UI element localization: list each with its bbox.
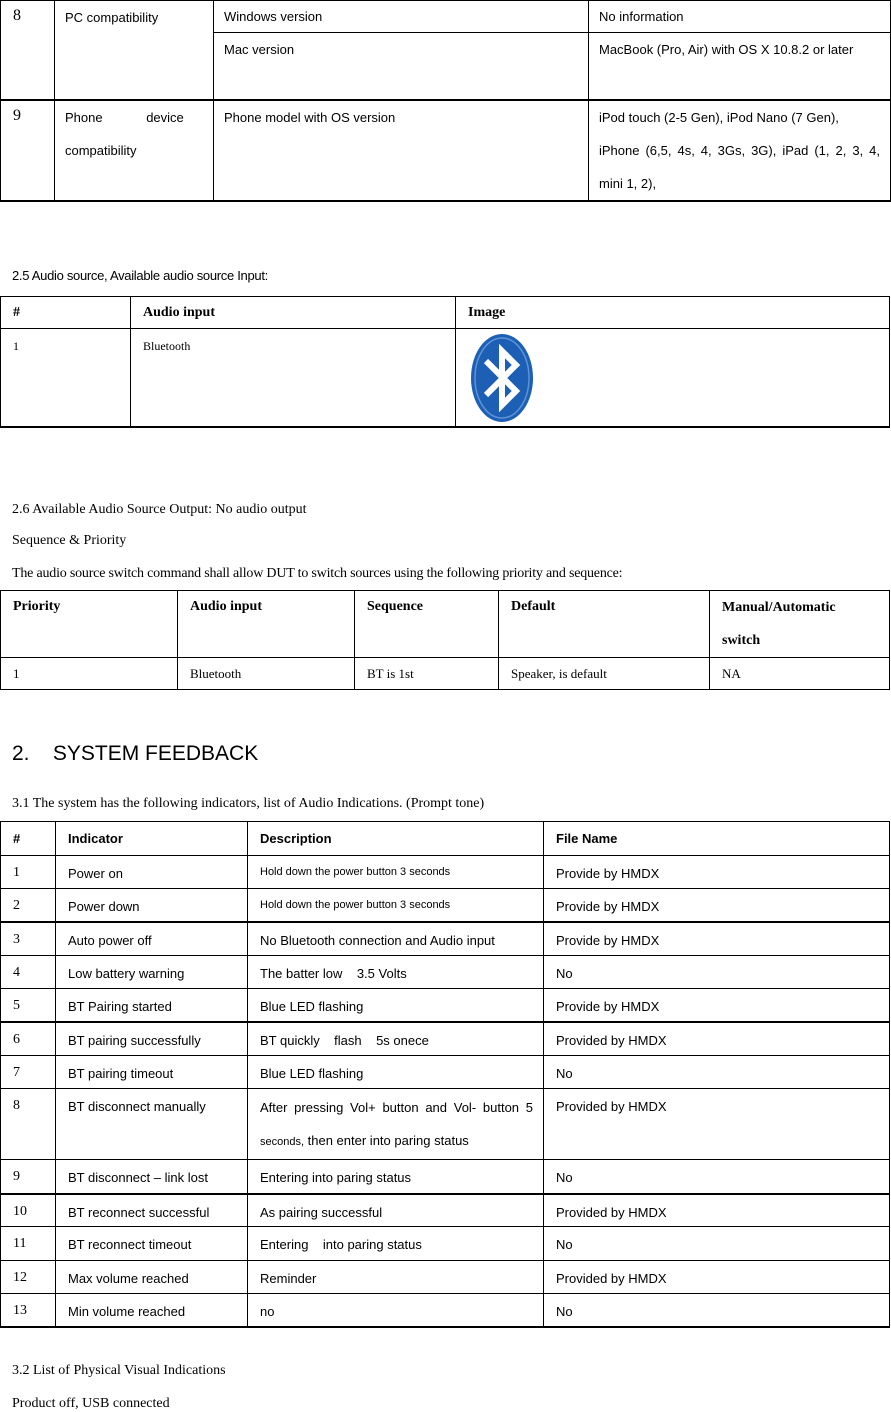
indicator-file: Provide by HMDX — [544, 922, 890, 956]
table-row — [1, 1089, 890, 1160]
indicator-description: no — [248, 1294, 544, 1327]
priority-table — [0, 590, 890, 690]
description-fragment: then enter into paring status — [304, 1133, 469, 1148]
table-row — [1, 1261, 890, 1294]
indicator-file: Provided by HMDX — [544, 1022, 890, 1056]
column-header: Default — [499, 591, 710, 658]
description-line — [260, 1124, 533, 1159]
indicator-description: BT quickly flash 5s onece — [248, 1022, 544, 1056]
indicator-description: Hold down the power button 3 seconds — [248, 889, 544, 922]
description-line: After pressing Vol+ button and Vol- button 5 — [260, 1100, 533, 1115]
table-row — [1, 1227, 890, 1261]
row-number: 11 — [1, 1227, 56, 1261]
column-header: Indicator — [56, 822, 248, 856]
visual-indications-subline: Product off, USB connected — [12, 1396, 170, 1411]
audio-input-name: Bluetooth — [131, 329, 456, 428]
indicator-name: BT reconnect successful — [56, 1194, 248, 1227]
indicator-file: No — [544, 1160, 890, 1194]
table-row — [1, 856, 890, 889]
column-header: Sequence — [355, 591, 499, 658]
column-header: # — [1, 822, 56, 856]
row-number: 3 — [1, 922, 56, 956]
audio-output-line: The audio source switch command shall allow DUT to switch sources using the following priority and sequence: — [12, 566, 623, 581]
indicator-name: BT pairing successfully — [56, 1022, 248, 1056]
row-number: 8 — [1, 1089, 56, 1160]
table-row — [1, 1056, 890, 1089]
indicator-description: Entering into paring status — [248, 1227, 544, 1261]
row-number: 2 — [1, 889, 56, 922]
indicator-file: Provide by HMDX — [544, 856, 890, 889]
indicator-name: Max volume reached — [56, 1261, 248, 1294]
row-number: 5 — [1, 989, 56, 1022]
row-number: 4 — [1, 956, 56, 989]
priority-sequence: BT is 1st — [355, 658, 499, 690]
indicator-name: BT disconnect – link lost — [56, 1160, 248, 1194]
compat-item-label: Phone model with OS version — [214, 100, 589, 201]
indicator-description: Blue LED flashing — [248, 989, 544, 1022]
column-header: Description — [248, 822, 544, 856]
compat-item-label: Windows version — [214, 1, 589, 33]
compatibility-table — [0, 0, 891, 202]
indicator-name: Low battery warning — [56, 956, 248, 989]
indicator-name: Power on — [56, 856, 248, 889]
compat-value-line: iPod touch (2-5 Gen), iPod Nano (7 Gen), — [599, 109, 839, 125]
indicator-description: Entering into paring status — [248, 1160, 544, 1194]
description-fragment: seconds, — [260, 1136, 305, 1148]
bluetooth-icon — [470, 333, 534, 423]
compat-category: PC compatibility — [55, 1, 214, 100]
column-header: Priority — [1, 591, 178, 658]
indicator-file: Provided by HMDX — [544, 1089, 890, 1160]
table-row — [1, 1294, 890, 1327]
indicator-name: Auto power off — [56, 922, 248, 956]
row-number: 6 — [1, 1022, 56, 1056]
column-header — [710, 591, 890, 658]
table-row — [1, 1022, 890, 1056]
row-number: 9 — [1, 1160, 56, 1194]
column-header: Image — [456, 297, 890, 329]
table-row — [1, 922, 890, 956]
compat-item-value: No information — [589, 1, 891, 33]
visual-indications-heading: 3.2 List of Physical Visual Indications — [12, 1363, 226, 1378]
compat-item-label: Mac version — [214, 33, 589, 100]
table-row — [1, 989, 890, 1022]
indicator-file: No — [544, 1056, 890, 1089]
compat-row-number: 9 — [1, 100, 55, 201]
column-header: # — [1, 297, 131, 329]
table-row — [1, 1194, 890, 1227]
audio-input-table — [0, 296, 890, 428]
row-number: 1 — [1, 856, 56, 889]
row-number: 7 — [1, 1056, 56, 1089]
section-title: 2. SYSTEM FEEDBACK — [12, 742, 259, 765]
audio-source-heading: 2.5 Audio source, Available audio source Input: — [12, 268, 268, 283]
table-row — [1, 956, 890, 989]
audio-input-number: 1 — [1, 329, 131, 428]
indicator-file: No — [544, 1227, 890, 1261]
indicator-name: BT reconnect timeout — [56, 1227, 248, 1261]
indicator-name: BT pairing timeout — [56, 1056, 248, 1089]
indicator-description: As pairing successful — [248, 1194, 544, 1227]
row-number: 12 — [1, 1261, 56, 1294]
compat-row-number: 8 — [1, 1, 55, 100]
compat-category-word: Phone device — [65, 109, 184, 125]
row-number: 13 — [1, 1294, 56, 1327]
indicator-name: BT Pairing started — [56, 989, 248, 1022]
feedback-intro: 3.1 The system has the following indicators, list of Audio Indications. (Prompt tone) — [12, 796, 485, 811]
indicator-name: Min volume reached — [56, 1294, 248, 1327]
indicator-description: Blue LED flashing — [248, 1056, 544, 1089]
compat-category — [55, 100, 214, 201]
indicator-description: Hold down the power button 3 seconds — [248, 856, 544, 889]
column-header: Audio input — [178, 591, 355, 658]
indicator-file: No — [544, 1294, 890, 1327]
column-header-line: switch — [722, 633, 761, 648]
indicator-file: Provided by HMDX — [544, 1261, 890, 1294]
indicator-name: Power down — [56, 889, 248, 922]
compat-value-line: iPhone (6,5, 4s, 4, 3Gs, 3G), iPad (1, 2, 3, 4, — [599, 142, 880, 158]
indicator-description — [248, 1089, 544, 1160]
indicator-file: Provide by HMDX — [544, 989, 890, 1022]
indicator-file: Provide by HMDX — [544, 889, 890, 922]
compat-item-value: MacBook (Pro, Air) with OS X 10.8.2 or later — [589, 33, 891, 100]
compat-category-word: compatibility — [65, 142, 137, 158]
audio-output-line: 2.6 Available Audio Source Output: No audio output — [12, 502, 307, 517]
column-header: File Name — [544, 822, 890, 856]
indicator-file: No — [544, 956, 890, 989]
table-row — [1, 1160, 890, 1194]
column-header-line: Manual/Automatic — [722, 600, 836, 615]
priority-input: Bluetooth — [178, 658, 355, 690]
compat-item-value — [589, 100, 891, 201]
priority-switch: NA — [710, 658, 890, 690]
compat-value-line: mini 1, 2), — [599, 175, 657, 191]
table-row — [1, 889, 890, 922]
indicators-table — [0, 821, 890, 1328]
priority-value: 1 — [1, 658, 178, 690]
indicator-name: BT disconnect manually — [56, 1089, 248, 1160]
row-number: 10 — [1, 1194, 56, 1227]
column-header: Audio input — [131, 297, 456, 329]
indicator-description: No Bluetooth connection and Audio input — [248, 922, 544, 956]
indicator-file: Provided by HMDX — [544, 1194, 890, 1227]
audio-output-line: Sequence & Priority — [12, 533, 127, 548]
indicator-description: The batter low 3.5 Volts — [248, 956, 544, 989]
indicator-description: Reminder — [248, 1261, 544, 1294]
priority-default: Speaker, is default — [499, 658, 710, 690]
